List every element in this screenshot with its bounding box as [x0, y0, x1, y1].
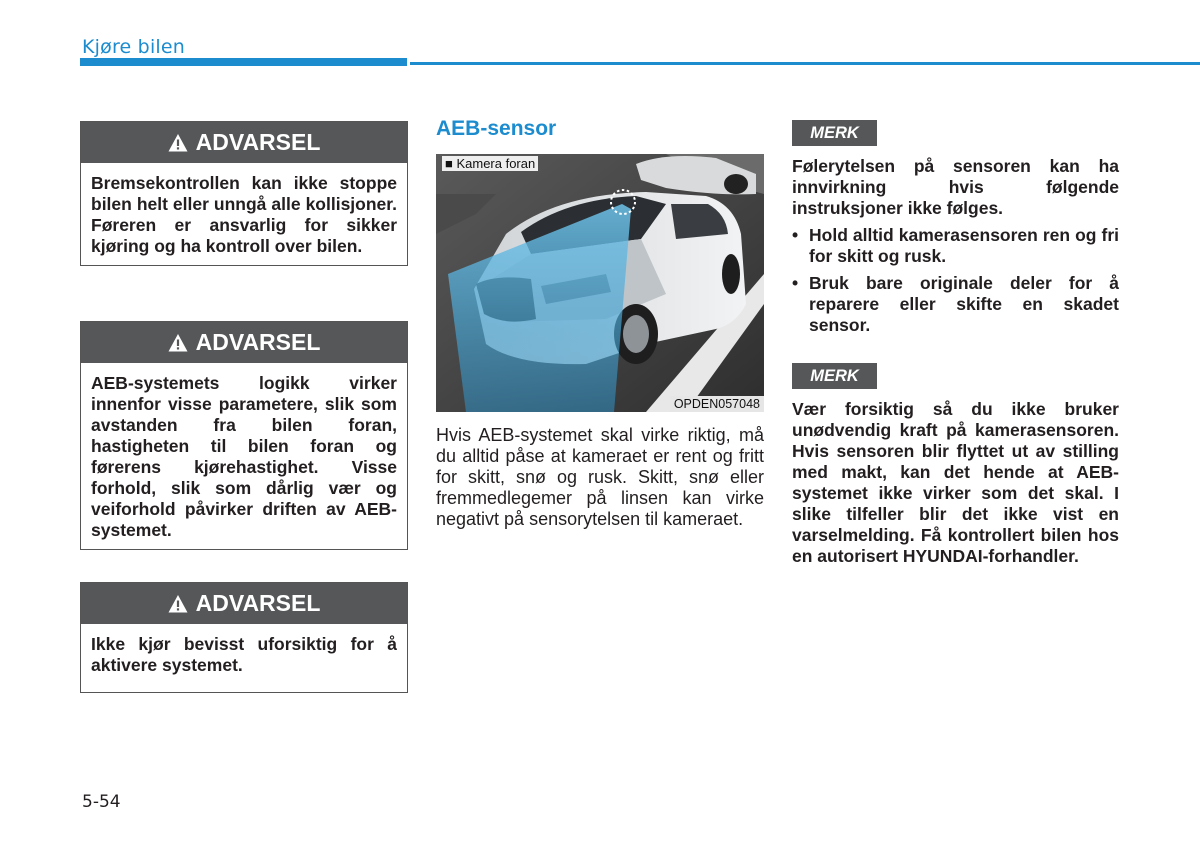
warning-box-1	[80, 121, 408, 266]
note-1	[792, 156, 1119, 336]
note-bullet	[792, 273, 1119, 336]
warning-triangle-icon	[168, 594, 188, 614]
warning-heading: ADVARSEL	[195, 329, 321, 355]
warning-text: AEB-systemets logikk virker innenfor visse parametere, slik som avstanden fra bilen foran, hastigheten til bilen foran og førerens kjørehastighet. Visse forhold, slik som dårlig vær og veiforhold påvirker driften av AEB-systemet.	[91, 373, 397, 540]
warning-box-3	[80, 582, 408, 693]
warning-heading: ADVARSEL	[195, 129, 321, 155]
note-intro: Vær forsiktig så du ikke bruker unødvendig kraft på kamerasensoren. Hvis sensoren blir flyttet ut av stilling med makt, kan det hende at AEB-systemet ikke virker som det skal. I slike tilfeller blir det ikke vist en varselmelding. Få kontrollert bilen hos en autorisert HYUNDAI-forhandler.	[792, 399, 1119, 566]
section-body-text: Hvis AEB-systemet skal virke riktig, må du alltid påse at kameraet er rent og fritt for skitt, snø og rusk. Skitt, snø eller fremmedlegemer på linsen kan virke negativt på sensorytelsen til kameraet.	[436, 425, 764, 529]
car-camera-illustration	[436, 154, 764, 412]
warning-text: Ikke kjør bevisst uforsiktig for å aktivere systemet.	[91, 634, 397, 675]
header-title: Kjøre bilen	[82, 36, 186, 58]
figure-code: OPDEN057048	[670, 396, 764, 412]
warning-heading: ADVARSEL	[195, 590, 321, 616]
header-rule-thin	[410, 62, 1200, 65]
warning-triangle-icon	[168, 333, 188, 353]
warning-heading-bar	[81, 122, 407, 163]
note-label-2: MERK	[792, 363, 877, 389]
page-number: 5-54	[82, 792, 121, 812]
header-rule-thick	[80, 58, 407, 66]
car-illustration-image	[436, 154, 764, 412]
note-label-1: MERK	[792, 120, 877, 146]
warning-triangle-icon	[168, 133, 188, 153]
bullet-mark: •	[792, 225, 799, 245]
bullet-mark: •	[792, 273, 799, 293]
note-2	[792, 399, 1119, 567]
section-title: AEB-sensor	[436, 117, 557, 140]
warning-box-2	[80, 321, 408, 550]
figure-caption: ■ Kamera foran	[442, 156, 538, 171]
note-intro: Følerytelsen på sensoren kan ha innvirkning hvis følgende instruksjoner ikke følges.	[792, 156, 1119, 218]
bullet-text: Hold alltid kamerasensoren ren og fri for skitt og rusk.	[809, 225, 1119, 266]
warning-heading-bar	[81, 583, 407, 624]
warning-heading-bar	[81, 322, 407, 363]
warning-text: Bremsekontrollen kan ikke stoppe bilen helt eller unngå alle kollisjoner. Føreren er ansvarlig for sikker kjøring og ha kontroll over bilen.	[91, 173, 397, 256]
bullet-text: Bruk bare originale deler for å reparere eller skifte en skadet sensor.	[809, 273, 1119, 335]
note-bullet	[792, 225, 1119, 267]
